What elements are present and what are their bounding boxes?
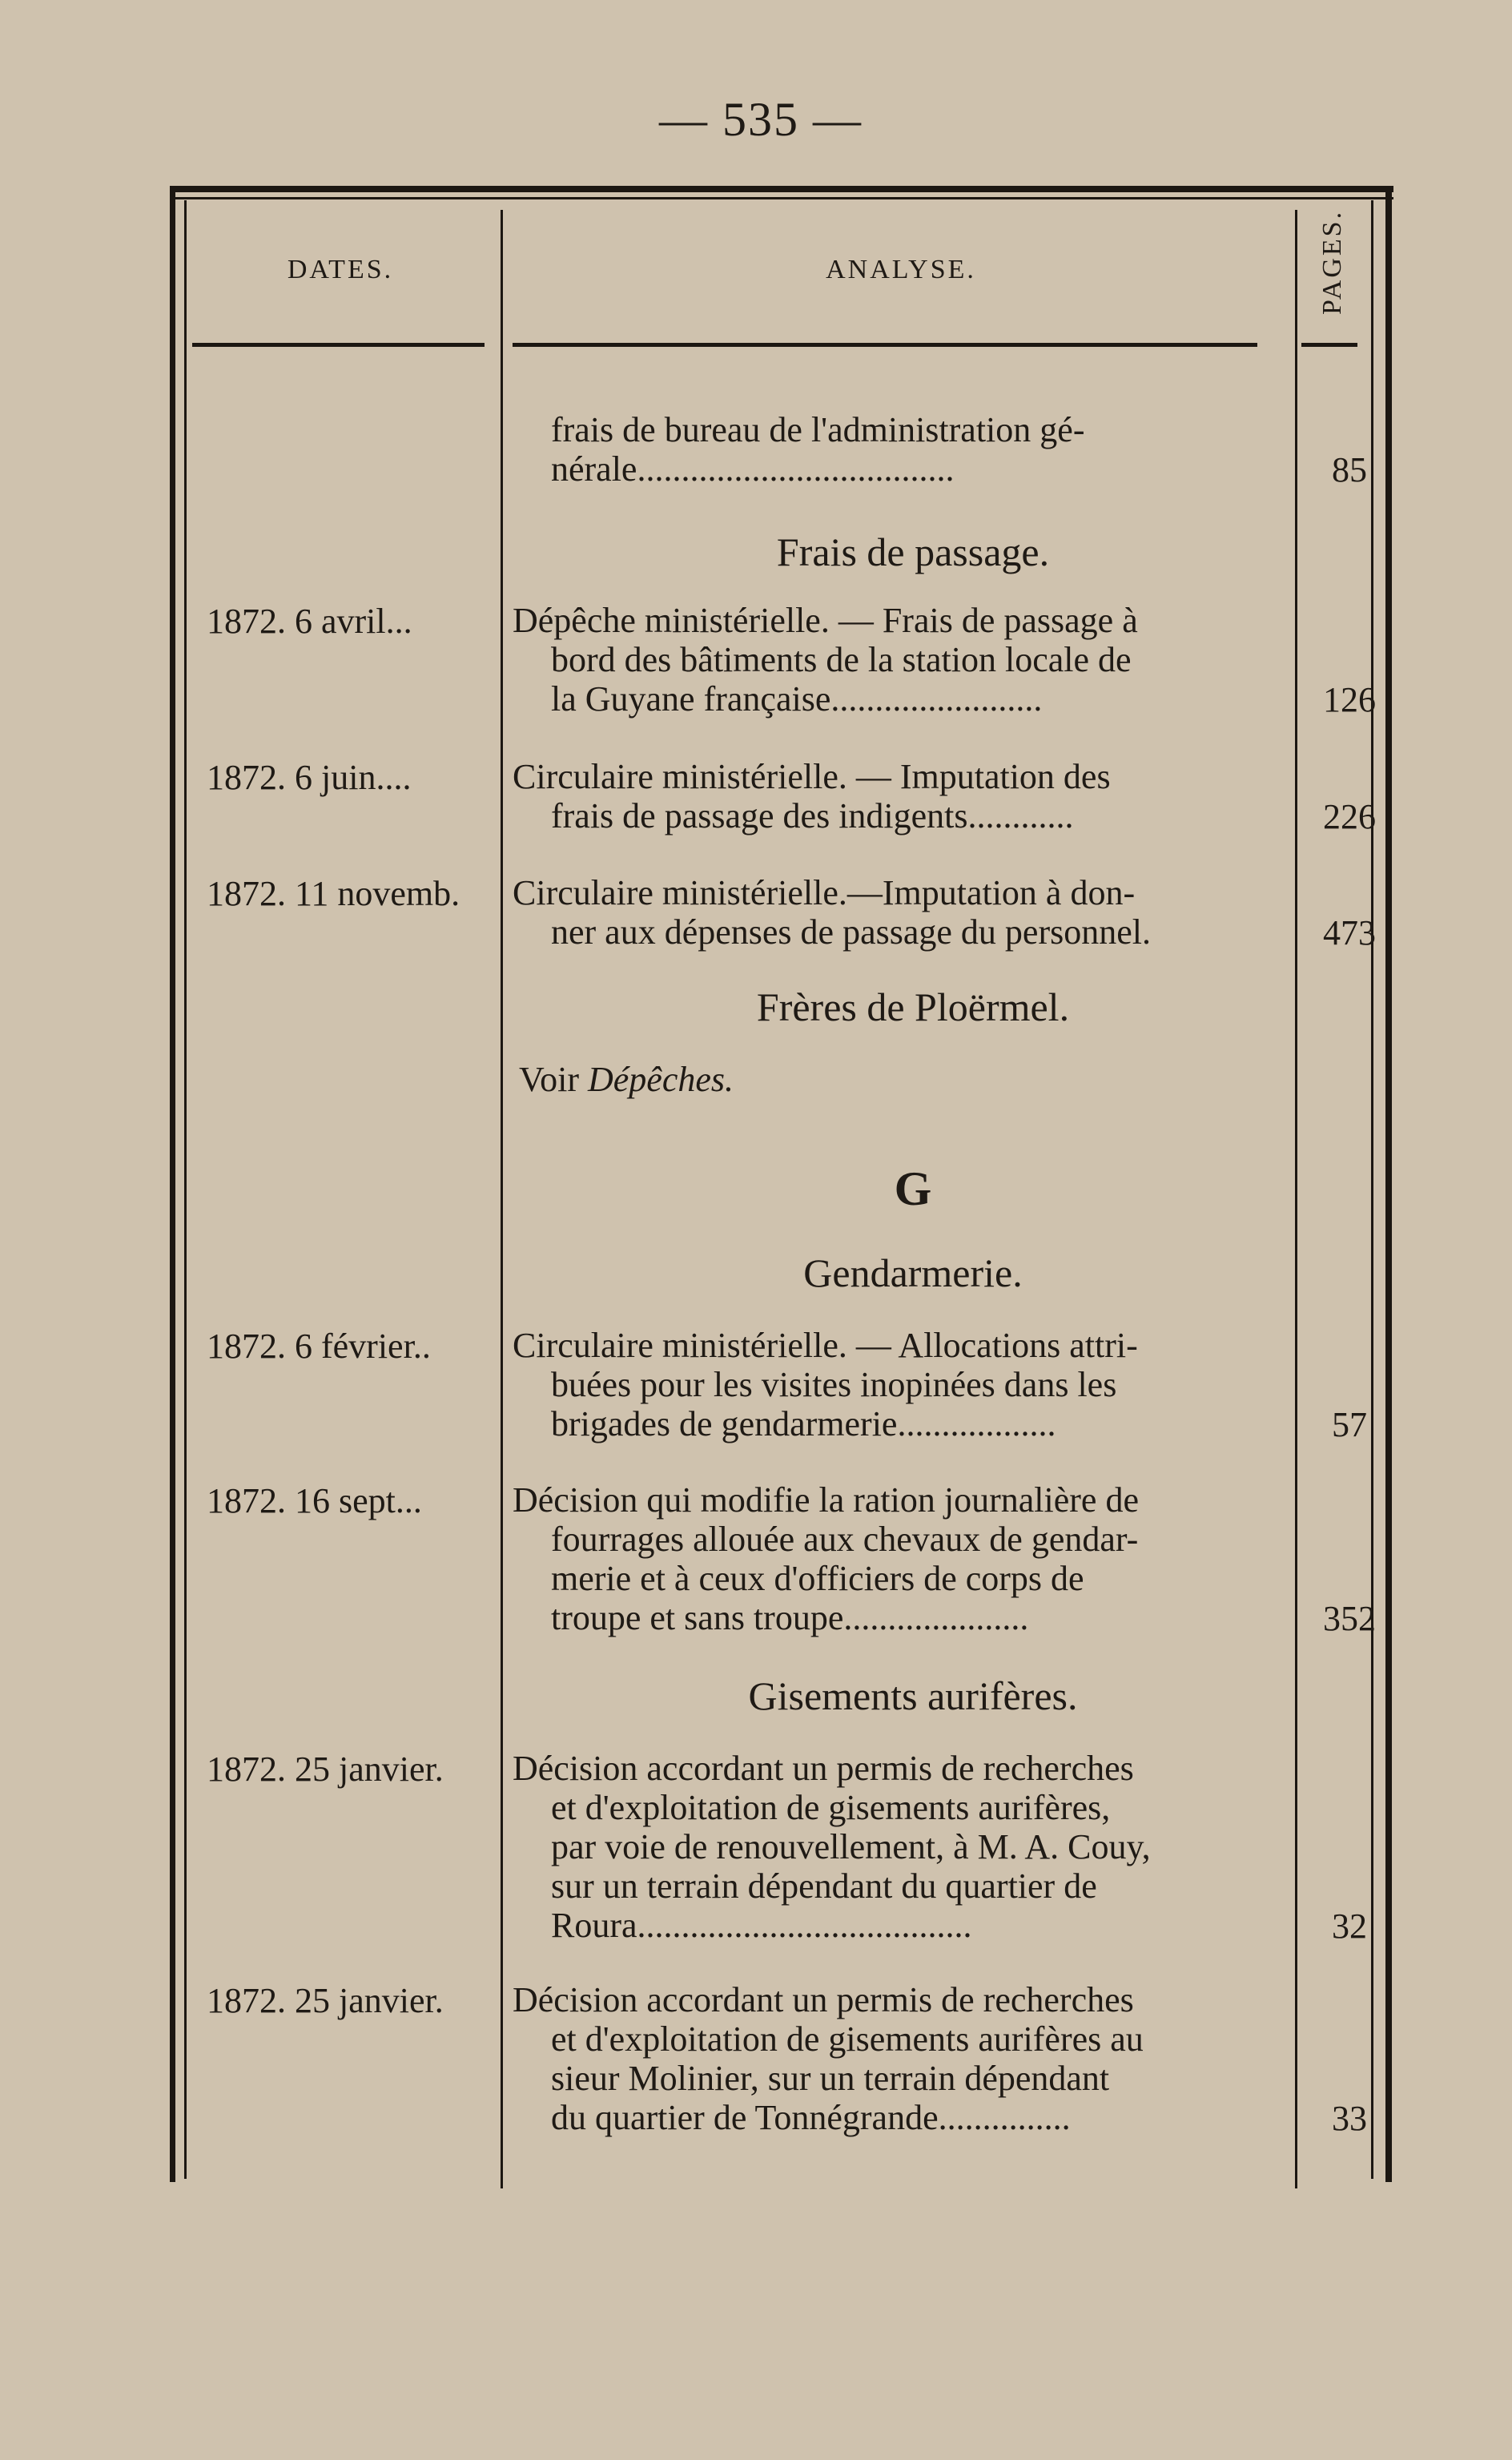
- analysis-line: merie et à ceux d'officiers de corps de: [551, 1559, 1084, 1598]
- analysis-line: et d'exploitation de gisements aurifères au: [551, 2019, 1144, 2059]
- analysis-line: buées pour les visites inopinées dans les: [551, 1365, 1117, 1404]
- entry-date: 1872. 16 sept...: [207, 1481, 422, 1520]
- entry-analysis: [513, 1326, 1286, 1443]
- entry-page-ref: 57: [1332, 1405, 1367, 1444]
- analysis-line: bord des bâtiments de la station locale de: [551, 640, 1132, 679]
- entry-page-ref: 33: [1332, 2099, 1367, 2138]
- analysis-line: sur un terrain dépendant du quartier de: [551, 1866, 1097, 1906]
- table-frame-left-border: [170, 186, 175, 2182]
- entry-date: 1872. 6 avril...: [207, 602, 412, 641]
- analysis-line: Circulaire ministérielle. — Imputation des: [513, 757, 1111, 796]
- entry-analysis: [513, 1980, 1286, 2137]
- analysis-line: du quartier de Tonnégrande...............: [551, 2098, 1071, 2137]
- section-title: Gendarmerie.: [803, 1250, 1023, 1295]
- entry-analysis: [513, 757, 1286, 835]
- header-dates: DATES.: [287, 255, 394, 284]
- analysis-line: Roura......................................: [551, 1906, 972, 1945]
- entry-date: 1872. 25 janvier.: [207, 1981, 444, 2020]
- table-frame-top-rule: [170, 186, 1393, 192]
- entry-page-ref: 85: [1332, 450, 1367, 489]
- entry-page-ref: 226: [1323, 797, 1376, 836]
- entry-date: 1872. 6 juin....: [207, 758, 412, 797]
- analysis-line: nérale....................................: [551, 449, 955, 489]
- header-analyse: ANALYSE.: [826, 255, 976, 284]
- cross-reference-target: Dépêches.: [587, 1060, 734, 1099]
- table-frame-right-border: [1385, 186, 1392, 2182]
- entry-page-ref: 126: [1323, 680, 1376, 719]
- analysis-line: Décision accordant un permis de recherches: [513, 1749, 1134, 1788]
- alphabet-letter-heading: G: [894, 1162, 932, 1215]
- header-rule-analyse: [513, 343, 1257, 347]
- analysis-line: fourrages allouée aux chevaux de gendar-: [551, 1520, 1139, 1559]
- header-pages: PAGES.: [1317, 209, 1347, 315]
- entry-analysis: [513, 1480, 1286, 1637]
- analysis-line: par voie de renouvellement, à M. A. Couy,: [551, 1827, 1151, 1866]
- analysis-line: Décision accordant un permis de recherches: [513, 1980, 1134, 2019]
- entry-date: 1872. 25 janvier.: [207, 1749, 444, 1789]
- analysis-line: Circulaire ministérielle. — Allocations attri-: [513, 1326, 1138, 1365]
- analysis-line: frais de passage des indigents............: [551, 796, 1074, 835]
- analysis-line: Dépêche ministérielle. — Frais de passage à: [513, 601, 1138, 640]
- analysis-line: troupe et sans troupe.....................: [551, 1598, 1029, 1637]
- analysis-line: Décision qui modifie la ration journalière de: [513, 1480, 1139, 1520]
- entry-date: 1872. 6 février..: [207, 1327, 431, 1366]
- analysis-line: frais de bureau de l'administration gé-: [551, 410, 1085, 449]
- entry-analysis: [513, 1749, 1286, 1945]
- analysis-line: ner aux dépenses de passage du personnel.: [551, 912, 1151, 952]
- section-title: Gisements aurifères.: [748, 1673, 1078, 1718]
- entry-analysis: [513, 410, 1286, 489]
- header-rule-dates: [192, 343, 485, 347]
- analysis-line: et d'exploitation de gisements aurifères,: [551, 1788, 1111, 1827]
- analysis-line: brigades de gendarmerie..................: [551, 1404, 1056, 1443]
- header-rule-pages: [1301, 343, 1357, 347]
- section-title: Frères de Ploërmel.: [756, 984, 1070, 1029]
- entry-analysis: [513, 601, 1286, 719]
- analysis-line: Circulaire ministérielle.—Imputation à don-: [513, 873, 1136, 912]
- page-number: — 535 —: [659, 93, 863, 146]
- entry-page-ref: 473: [1323, 913, 1376, 952]
- analysis-line: sieur Molinier, sur un terrain dépendant: [551, 2059, 1110, 2098]
- entry-date: 1872. 11 novemb.: [207, 874, 460, 913]
- cross-reference: [519, 1059, 734, 1100]
- column-divider-dates: [501, 210, 503, 2188]
- table-frame-top-rule-thin: [170, 197, 1393, 199]
- entry-analysis: [513, 873, 1286, 952]
- entry-page-ref: 32: [1332, 1906, 1367, 1946]
- entry-page-ref: 352: [1323, 1599, 1376, 1638]
- cross-reference-prefix: Voir: [519, 1060, 588, 1099]
- table-frame-left-inner-border: [184, 200, 187, 2179]
- section-title: Frais de passage.: [776, 529, 1050, 574]
- table-frame-right-inner-border: [1371, 200, 1373, 2179]
- analysis-line: la Guyane française........................: [551, 679, 1043, 719]
